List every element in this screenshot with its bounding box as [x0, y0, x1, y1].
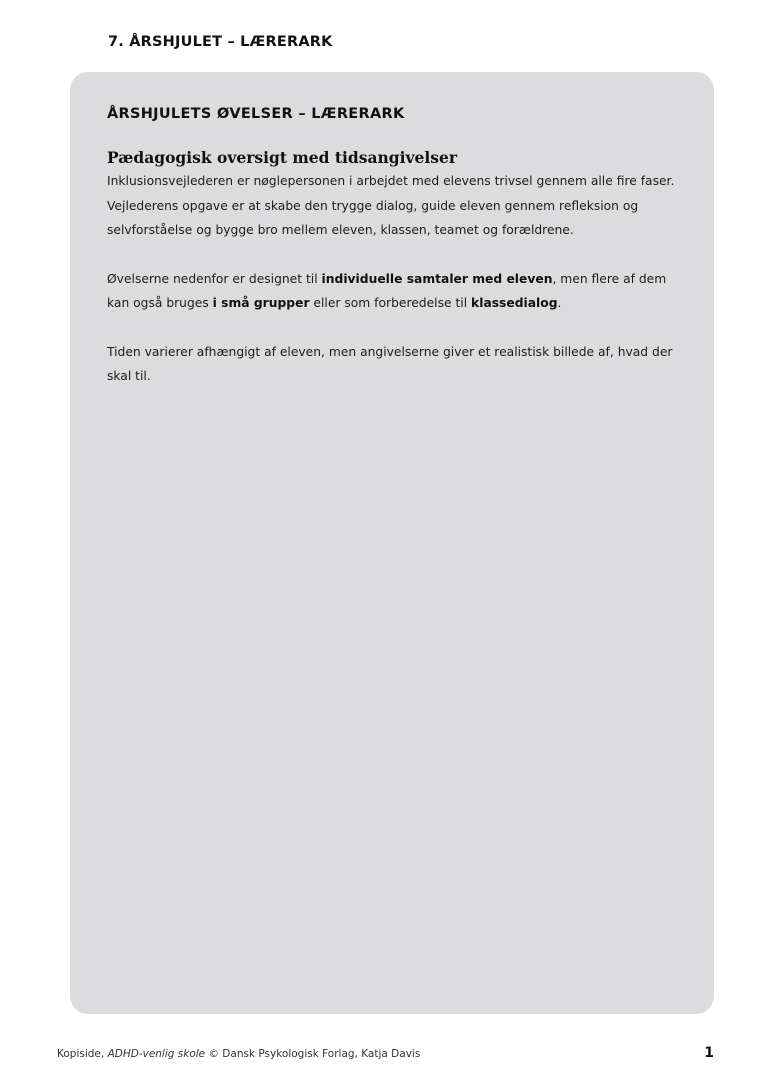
paragraph-exercises [107, 267, 687, 316]
emphasis-small-groups: i små grupper [212, 296, 310, 310]
paragraph-exercises-text-1: Øvelserne nedenfor er designet til [107, 271, 322, 286]
paragraph-intro: Inklusionsvejlederen er nøglepersonen i arbejdet med elevens trivsel gennem alle fire faser. Vejlederens opgave er at skabe den trygge dialog, guide eleven gennem refleksion og selvforståelse og bygge bro mellem eleven, klassen, teamet og forældrene. [107, 174, 675, 237]
footer-source-suffix: © Dansk Psykologisk Forlag, Katja Davis [205, 1048, 421, 1060]
paragraph-exercises-text-3: eller som forberedelse til [309, 296, 472, 310]
emphasis-class-dialogue: klassedialog [471, 296, 558, 310]
content-panel [70, 72, 714, 1014]
footer-book-title: ADHD-venlig skole [107, 1048, 206, 1060]
paragraph-exercises-text-4: . [557, 296, 562, 310]
chapter-title: 7. ÅRSHJULET – LÆRERARK [108, 34, 333, 50]
panel-content [107, 106, 687, 389]
footer-source-prefix: Kopiside, [57, 1048, 108, 1060]
emphasis-individual-talks: individuelle samtaler med eleven [321, 271, 553, 286]
paragraph-exercises-text-2: , men flere af dem kan også bruges [107, 271, 667, 310]
section-heading: Pædagogisk oversigt med tidsangivelser [107, 148, 458, 167]
paragraph-time: Tiden varierer afhængigt af eleven, men angivelserne giver et realistisk billede af, hvad der skal til. [107, 344, 673, 383]
panel-title: ÅRSHJULETS ØVELSER – LÆRERARK [107, 106, 405, 122]
footer-source [57, 1048, 420, 1060]
page-number: 1 [704, 1045, 714, 1061]
